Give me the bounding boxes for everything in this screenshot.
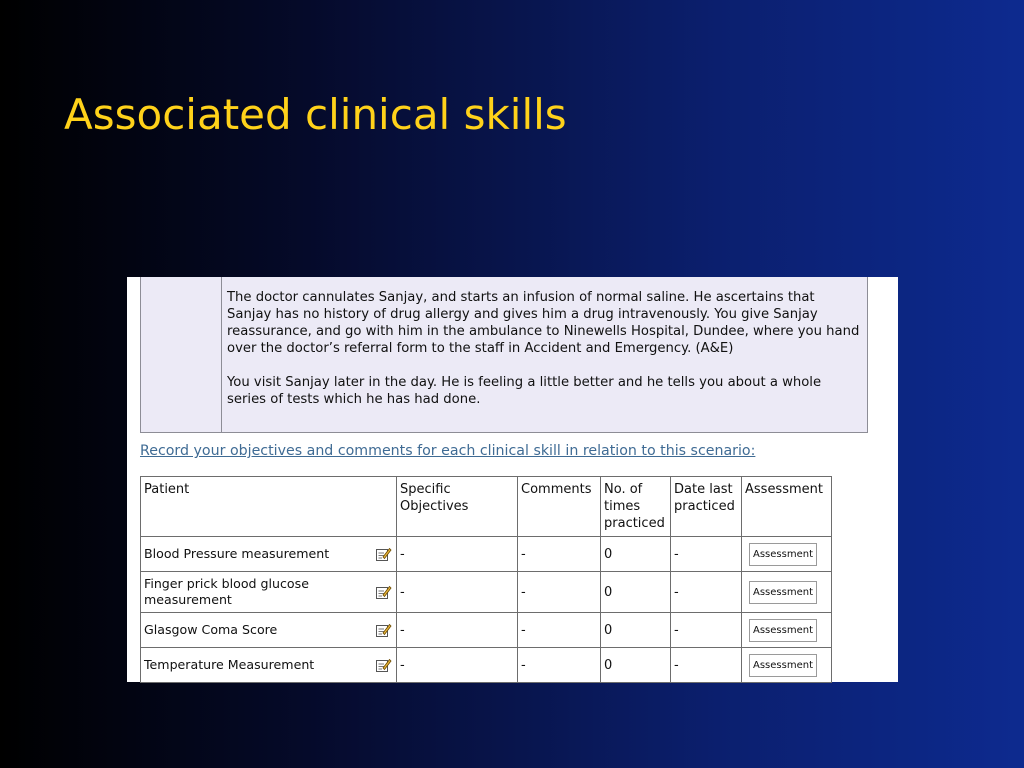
objectives-cell: -: [397, 613, 518, 648]
times-practiced-cell: 0: [601, 572, 671, 613]
scenario-paragraph: You visit Sanjay later in the day. He is feeling a little better and he tells you about a whole series of tests which he has had done.: [227, 375, 822, 407]
edit-pencil-icon[interactable]: [375, 546, 392, 563]
skill-name: Blood Pressure measurement: [144, 546, 330, 561]
date-last-practiced-cell: -: [671, 613, 742, 648]
objectives-cell: -: [397, 537, 518, 572]
assessment-button[interactable]: Assessment: [749, 654, 817, 677]
date-last-practiced-cell: -: [671, 537, 742, 572]
screenshot-panel: [127, 277, 898, 682]
header-objectives: Specific Objectives: [397, 477, 518, 537]
edit-pencil-icon[interactable]: [375, 584, 392, 601]
date-last-practiced-cell: -: [671, 648, 742, 683]
header-assessment: Assessment: [742, 477, 832, 537]
scenario-box: [140, 277, 868, 433]
header-comments: Comments: [518, 477, 601, 537]
table-header-row: [141, 477, 832, 537]
record-objectives-link[interactable]: Record your objectives and comments for each clinical skill in relation to this scenario:: [140, 443, 756, 459]
comments-cell: -: [518, 537, 601, 572]
skill-name: Finger prick blood glucose measurement: [144, 576, 309, 607]
scenario-left-column: [141, 277, 222, 432]
date-last-practiced-cell: -: [671, 572, 742, 613]
scenario-text: [227, 289, 863, 425]
assessment-button[interactable]: Assessment: [749, 619, 817, 642]
skill-name-cell: [141, 648, 397, 683]
scenario-paragraph: The doctor cannulates Sanjay, and starts an infusion of normal saline. He ascertains that Sanjay has no history of drug allergy and gives him a drug intravenously. You give Sanjay reassurance, and go with him in the ambulance to Ninewells Hospital, Dundee, where you hand over the doctor’s referral form to the staff in Accident and Emergency. (A&E): [227, 290, 860, 356]
skills-table: [140, 476, 832, 683]
edit-pencil-icon[interactable]: [375, 657, 392, 674]
skill-name-cell: [141, 572, 397, 613]
assessment-cell: [742, 537, 832, 572]
skill-name: Temperature Measurement: [144, 657, 315, 672]
header-patient: Patient: [141, 477, 397, 537]
objectives-cell: -: [397, 572, 518, 613]
table-row: [141, 572, 832, 613]
skill-name-cell: [141, 537, 397, 572]
edit-pencil-icon[interactable]: [375, 622, 392, 639]
table-row: [141, 613, 832, 648]
comments-cell: -: [518, 648, 601, 683]
table-row: [141, 537, 832, 572]
comments-cell: -: [518, 613, 601, 648]
comments-cell: -: [518, 572, 601, 613]
table-row: [141, 648, 832, 683]
times-practiced-cell: 0: [601, 648, 671, 683]
assessment-cell: [742, 613, 832, 648]
objectives-cell: -: [397, 648, 518, 683]
header-times-practiced: No. of times practiced: [601, 477, 671, 537]
times-practiced-cell: 0: [601, 613, 671, 648]
slide-title: Associated clinical skills: [64, 90, 567, 139]
assessment-button[interactable]: Assessment: [749, 581, 817, 604]
skill-name: Glasgow Coma Score: [144, 622, 278, 637]
assessment-button[interactable]: Assessment: [749, 543, 817, 566]
skill-name-cell: [141, 613, 397, 648]
assessment-cell: [742, 648, 832, 683]
times-practiced-cell: 0: [601, 537, 671, 572]
assessment-cell: [742, 572, 832, 613]
header-date-last-practiced: Date last practiced: [671, 477, 742, 537]
